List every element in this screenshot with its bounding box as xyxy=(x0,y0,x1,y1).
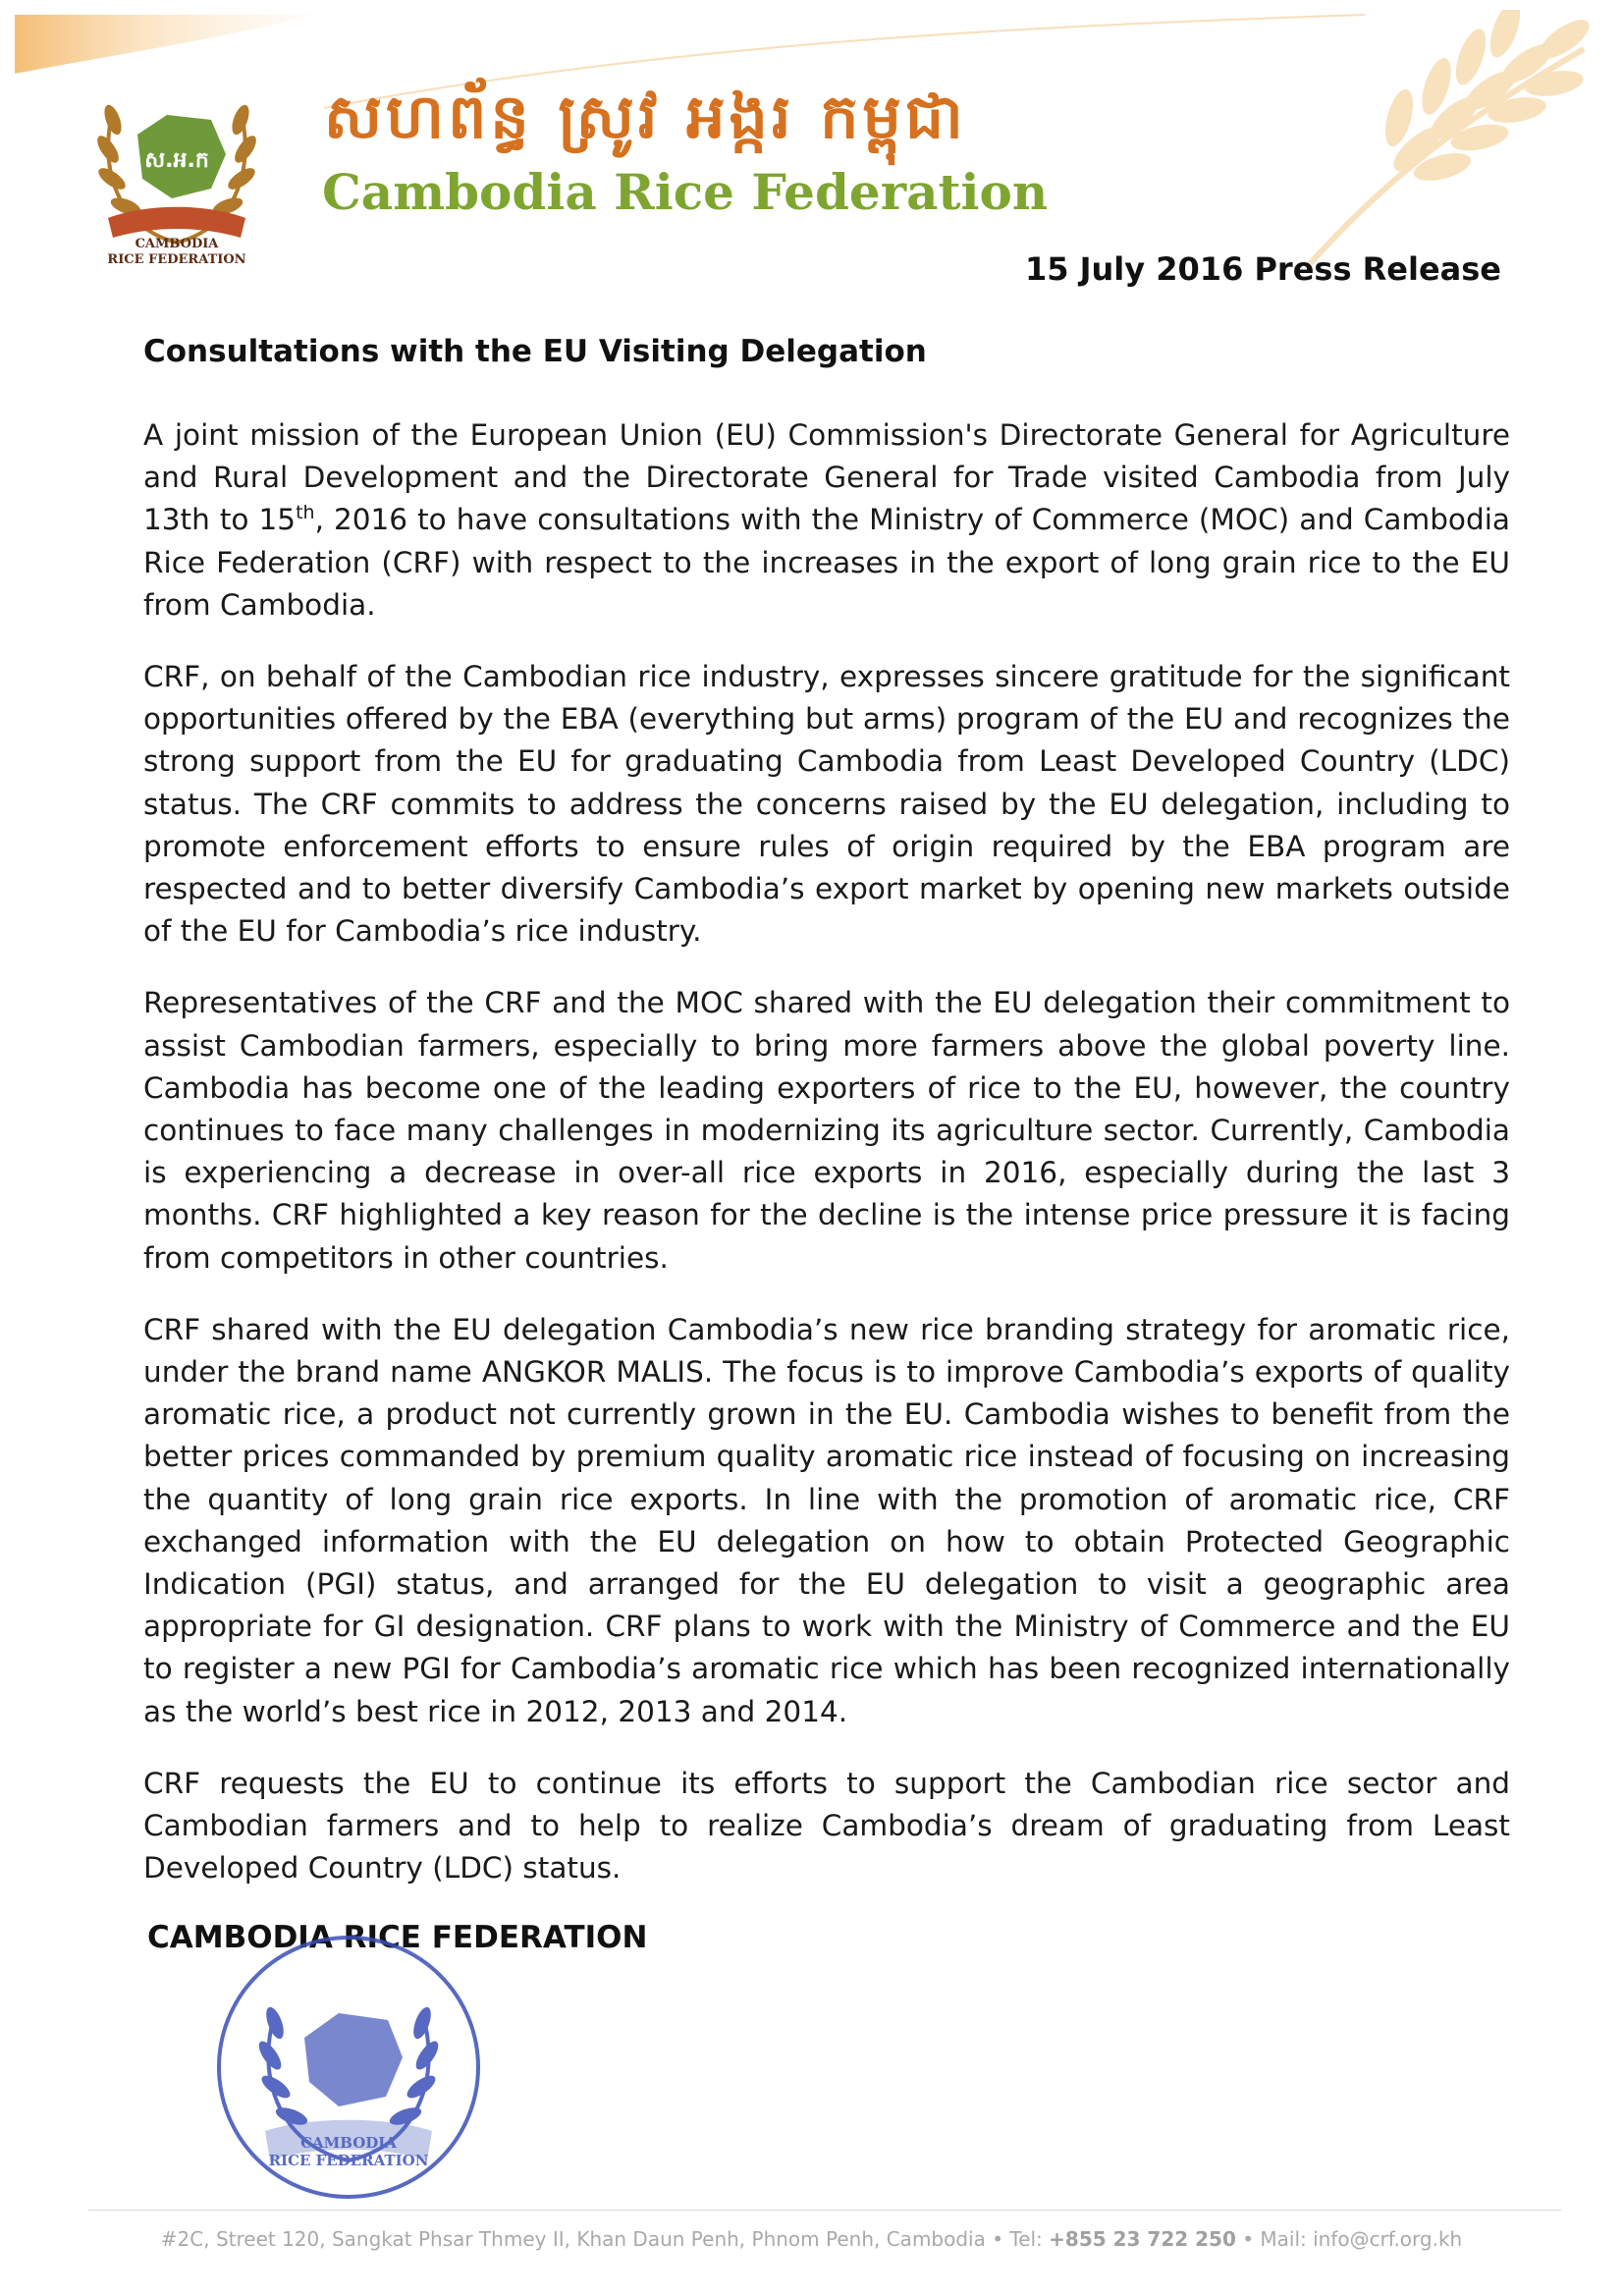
wheat-stalk-decoration xyxy=(1270,10,1603,275)
paragraph-1 xyxy=(143,414,1510,627)
release-date: 15 July 2016 Press Release xyxy=(1024,250,1501,288)
svg-text:ស.អ.ក: ស.អ.ក xyxy=(144,148,209,173)
body-text xyxy=(143,414,1510,1920)
footer-divider xyxy=(88,2210,1561,2211)
document-heading: Consultations with the EU Visiting Delegation xyxy=(143,334,927,369)
khmer-org-title: សហព័ន្ធ ស្រូវ អង្ករ កម្ពុជា xyxy=(324,81,967,152)
svg-text:RICE FEDERATION: RICE FEDERATION xyxy=(268,2152,429,2169)
footer-mail: • Mail: info@crf.org.kh xyxy=(1235,2227,1463,2251)
rice-wreath-logo xyxy=(79,61,275,267)
paragraph-3: Representatives of the CRF and the MOC shared with the EU delegation their commitment to assist Cambodian farmers, especially to bring more farmers above the global poverty line. Cambodia has become one of the leading exporters of rice to the EU, however, the country continues to face many challenges in modernizing its agriculture sector. Currently, Cambodia is experiencing a decrease in over-all rice exports in 2016, especially during the last 3 months. CRF highlighted a key reason for the decline is the intense price pressure it is facing from competitors in other countries. xyxy=(143,986,1510,1275)
signatory-name: CAMBODIA RICE FEDERATION xyxy=(147,1920,648,1955)
superscript-th: th xyxy=(296,502,315,524)
svg-text:CAMBODIA: CAMBODIA xyxy=(300,2134,397,2152)
paragraph-2: CRF, on behalf of the Cambodian rice industry, expresses sincere gratitude for the significant opportunities offered by the EBA (everything but arms) program of the EU and recognizes the strong support from the EU for graduating Cambodia from Least Developed Country (LDC) status. The CRF commits to address the concerns raised by the EU delegation, including to promote enforcement efforts to ensure rules of origin required by the EBA program are respected and to better diversify Cambodia’s export market by opening new markets outside of the EU for Cambodia’s rice industry. xyxy=(143,660,1510,949)
svg-text:RICE FEDERATION: RICE FEDERATION xyxy=(107,252,246,267)
paragraph-1-part-a: A joint mission of the European Union (EU) Commission's Directorate General for Agriculture and Rural Development and the Directorate General for Trade visited Cambodia from July 13th to 15 xyxy=(143,418,1510,537)
official-stamp xyxy=(211,1930,486,2205)
footer-phone: +855 23 722 250 xyxy=(1049,2227,1236,2251)
footer-address: #2C, Street 120, Sangkat Phsar Thmey II, Khan Daun Penh, Phnom Penh, Cambodia • Tel: xyxy=(160,2227,1050,2251)
paragraph-5: CRF requests the EU to continue its efforts to support the Cambodian rice sector and Cambodian farmers and to help to realize Cambodia’s dream of graduating from Least Developed Country (LDC) status. xyxy=(143,1766,1510,1886)
svg-text:CAMBODIA: CAMBODIA xyxy=(135,237,219,251)
paragraph-4: CRF shared with the EU delegation Cambodia’s new rice branding strategy for aromatic rice, under the brand name ANGKOR MALIS. The focus is to improve Cambodia’s exports of quality aromatic rice, a product not currently grown in the EU. Cambodia wishes to benefit from the better prices commanded by premium quality aromatic rice instead of focusing on increasing the quantity of long grain rice exports. In line with the promotion of aromatic rice, CRF exchanged information with the EU delegation on how to obtain Protected Geographic Indication (PGI) status, and arranged for the EU delegation to visit a geographic area appropriate for GI designation. CRF plans to work with the Ministry of Commerce and the EU to register a new PGI for Cambodia’s aromatic rice which has been recognized internationally as the world’s best rice in 2012, 2013 and 2014. xyxy=(143,1312,1510,1728)
paragraph-1-part-b: , 2016 to have consultations with the Ministry of Commerce (MOC) and Cambodia Rice Federation (CRF) with respect to the increases in the export of long grain rice to the EU from Cambodia. xyxy=(143,503,1510,622)
footer-contact xyxy=(0,2227,1623,2251)
org-title: Cambodia Rice Federation xyxy=(322,163,1049,221)
